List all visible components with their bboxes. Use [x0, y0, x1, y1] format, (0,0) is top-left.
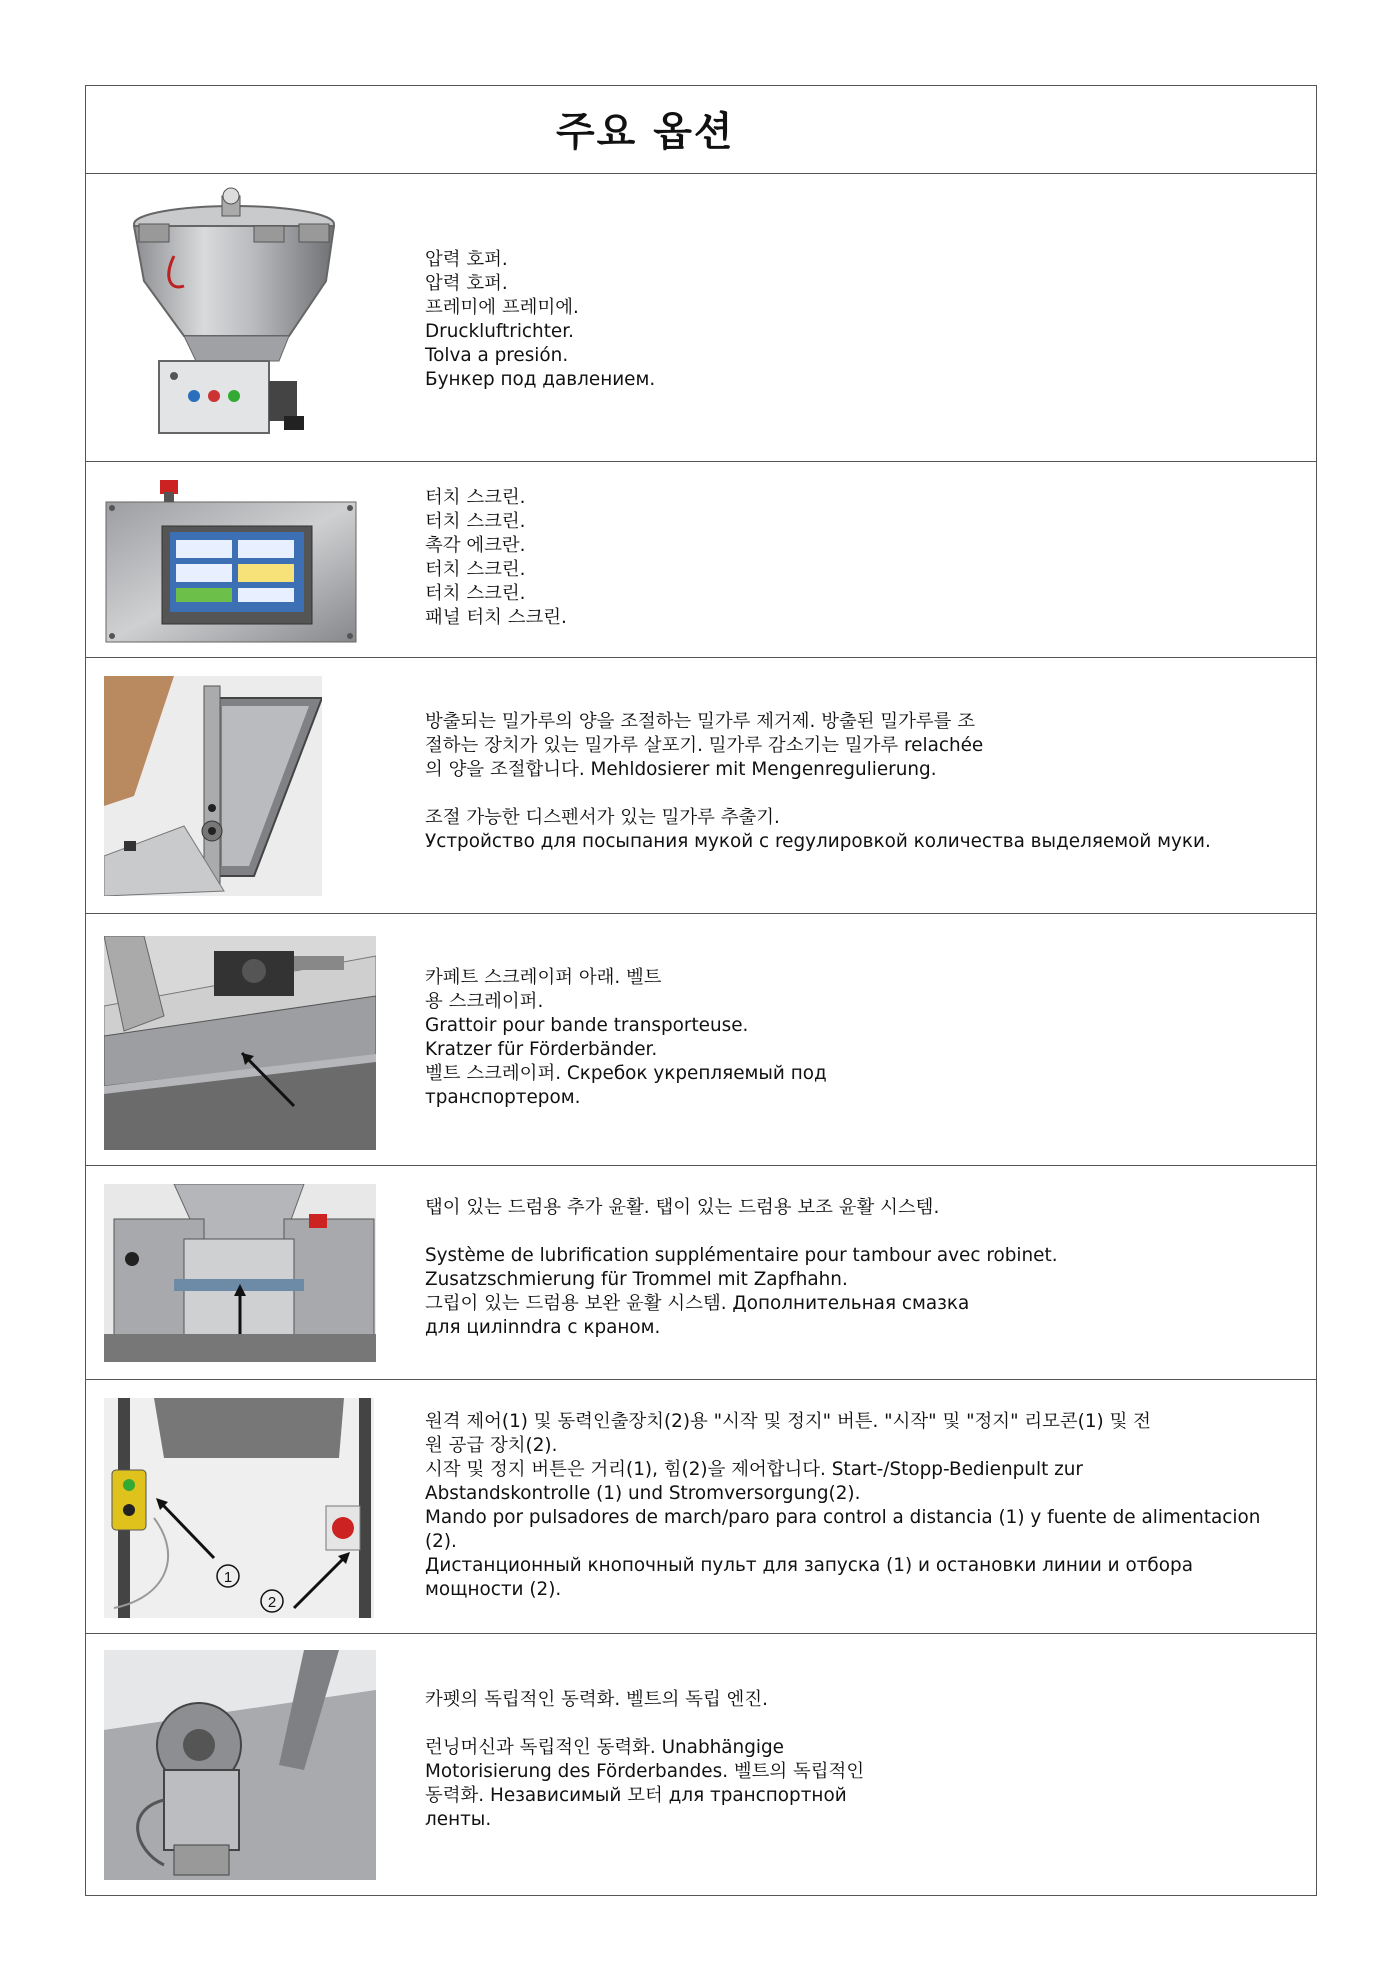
text-line: транспортером.: [425, 1087, 581, 1108]
text-line: 원 공급 장치(2).: [425, 1435, 558, 1456]
text-line: 터치 스크린.: [425, 487, 526, 508]
svg-text:2: 2: [267, 1594, 277, 1611]
text-line: 프레미에 프레미에.: [425, 297, 579, 318]
option-row-touch-screen: [86, 462, 1316, 658]
text-line: Abstandskontrolle (1) und Stromversorgung(2).: [425, 1483, 861, 1504]
text-line: 런닝머신과 독립적인 동력화. Unabhängige: [425, 1737, 784, 1758]
text-line: 터치 스크린.: [425, 511, 526, 532]
text-line: 조절 가능한 디스펜서가 있는 밀가루 추출기.: [425, 807, 780, 828]
text-line: 터치 스크린.: [425, 559, 526, 580]
text-line: 터치 스크린.: [425, 583, 526, 604]
text-gap: [425, 782, 1276, 806]
belt-scraper-photo: [104, 936, 376, 1150]
text-line: 절하는 장치가 있는 밀가루 살포기. 밀가루 감소기는 밀가루 relachée: [425, 735, 984, 756]
text-line: для цилinndra с краном.: [425, 1317, 661, 1338]
text-line: Tolva a presión.: [425, 345, 569, 366]
svg-text:1: 1: [223, 1569, 233, 1586]
page-title: 주요 옵션: [556, 109, 735, 155]
text-line: Système de lubrification supplémentaire pour tambour avec robinet.: [425, 1245, 1058, 1266]
text-line: Mando por pulsadores de march/paro para control a distancia (1) y fuente de alimentacion: [425, 1507, 1261, 1528]
option-row-belt-motor: [86, 1634, 1316, 1897]
belt-motor-photo: [104, 1650, 376, 1880]
touch-screen-panel-photo: [104, 476, 358, 644]
text-line: 카페트 스크레이퍼 아래. 벨트: [425, 967, 662, 988]
flour-duster-photo: [104, 676, 322, 896]
text-line: 탭이 있는 드럼용 추가 윤활. 탭이 있는 드럼용 보조 윤활 시스템.: [425, 1197, 940, 1218]
option-row-flour-duster: [86, 658, 1316, 914]
option-row-drum-lubrication: [86, 1166, 1316, 1380]
text-line: Kratzer für Förderbänder.: [425, 1039, 658, 1060]
pressure-hopper-photo: [104, 186, 366, 448]
option-text-belt-scraper: [425, 966, 1276, 1110]
text-line: 시작 및 정지 버튼은 거리(1), 힘(2)을 제어합니다. Start-/Stopp-Bedienpult zur: [425, 1459, 1083, 1480]
text-gap: [425, 1712, 1276, 1736]
text-line: 의 양을 조절합니다. Mehldosierer mit Mengenregulierung.: [425, 759, 937, 780]
options-sheet: [85, 85, 1317, 1896]
text-line: 패널 터치 스크린.: [425, 607, 567, 628]
text-line: 그립이 있는 드럼용 보완 윤활 시스템. Дополнительная смазка: [425, 1293, 970, 1314]
text-line: 압력 호퍼.: [425, 273, 508, 294]
start-stop-panel-photo: [104, 1398, 374, 1618]
option-text-start-stop-panel: [425, 1410, 1276, 1602]
text-line: Motorisierung des Förderbandes. 벨트의 독립적인: [425, 1761, 865, 1782]
option-row-belt-scraper: [86, 914, 1316, 1166]
text-line: ленты.: [425, 1809, 492, 1830]
text-line: Бункер под давлением.: [425, 369, 656, 390]
text-line: 동력화. Независимый 모터 для транспортной: [425, 1785, 847, 1806]
text-line: мощности (2).: [425, 1579, 562, 1600]
text-line: 촉각 에크란.: [425, 535, 526, 556]
text-line: 카펫의 독립적인 동력화. 벨트의 독립 엔진.: [425, 1689, 768, 1710]
option-row-pressure-hopper: [86, 174, 1316, 462]
option-text-touch-screen: [425, 486, 1276, 630]
drum-lubrication-photo: [104, 1184, 376, 1362]
text-line: Grattoir pour bande transporteuse.: [425, 1015, 749, 1036]
text-line: 압력 호퍼.: [425, 249, 508, 270]
text-line: Zusatzschmierung für Trommel mit Zapfhahn.: [425, 1269, 848, 1290]
option-text-flour-duster: [425, 710, 1276, 854]
text-gap: [425, 1220, 1276, 1244]
option-text-drum-lubrication: [425, 1196, 1276, 1340]
text-line: 원격 제어(1) 및 동력인출장치(2)용 "시작 및 정지" 버튼. "시작" 및 "정지" 리모콘(1) 및 전: [425, 1411, 1151, 1432]
text-line: 용 스크레이퍼.: [425, 991, 544, 1012]
title-row: [86, 86, 1316, 174]
option-row-start-stop-panel: [86, 1380, 1316, 1634]
text-line: Устройство для посыпания мукой с regулировкой количества выделяемой муки.: [425, 831, 1211, 852]
text-line: Druckluftrichter.: [425, 321, 574, 342]
option-text-belt-motor: [425, 1688, 1276, 1832]
option-text-pressure-hopper: [425, 248, 1276, 392]
text-line: 벨트 스크레이퍼. Скребок укрепляемый под: [425, 1063, 827, 1084]
text-line: Дистанционный кнопочный пульт для запуска (1) и остановки линии и отбора: [425, 1555, 1193, 1576]
text-line: 방출되는 밀가루의 양을 조절하는 밀가루 제거제. 방출된 밀가루를 조: [425, 711, 976, 732]
text-line: (2).: [425, 1531, 457, 1552]
